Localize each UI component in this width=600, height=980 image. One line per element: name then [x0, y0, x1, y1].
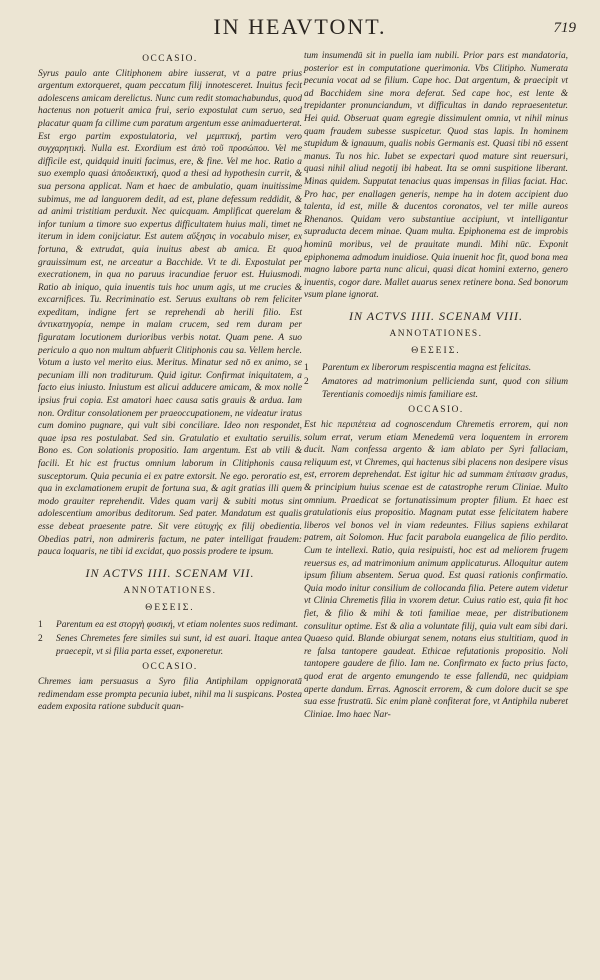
page-number: 719: [553, 20, 576, 36]
act-scene-heading: IN ACTVS IIII. SCENAM VIII.: [348, 308, 524, 323]
note-text: Parentum ex liberorum respiscentia magna est felicitas.: [322, 362, 532, 373]
commentary-paragraph: Est hic περιπέτεια ad cognoscendum Chremetis errorem, qui non solum errat, verum etiam Menedemū vera loquentem in errorem ducit. Nam confessa argento & iam ablato per Syri fallaciam, reliquum est, vt Chremes, qui hactenus sibi placens non desipere visus est, errorem deprehendat. Est igitur hic ad summam ἐπίτασιν gradus, & principium huius scenae est de catastrophe rerum Cliniae. Multo omnium. Praedicat se fortunatissimum propter filium. Et haec est gratulationis eius propositio. Magnam putat esse felicitatem habere liberos vel bonos vel in viam redeuntes. Filius sapiens exhilarat patrem, ait Solomon. Huc facit parabola euangelica de filio perdito. Cum te intellexi. Ratio, quia resipuisti, hoc est ad meliorem frugem reuersus es, ad matrimonium animum applicaturus. Alloquitur autem ipsum filium absentem. Serua quod. Est quasi rationis confirmatio. Quia modo initur consilium de collocanda filia. Petere autem videtur vt Clinia Chremetis filia in vxorem detur. Cuius ratio est, quia fit hoc fiet, & filio & mihi & toti familiae meae, per distributionem consulitur optime. Est & alia a voluntate filij, quia vult eam sibi dari. Quaeso quid. Blande obiurgat senem, notans eius stultitiam, quod in re falsa tantopere gaudeat. Ethicae refutationis propositio. Noli tantopere gaudere de filio. Iam ne. Confirmato ex facto prius facto, quod erat de argento emungendo te esse fallendū, nec quidpiam aperte dandum. Erras. Agnoscit errorem, & cum dolore ducit se spe sua esse frustratū. Sic enim planè confiterat fore, vt Antiphila nuberet Cliniae. Imo haec Nar-: [304, 420, 568, 720]
commentary-paragraph: Chremes iam persuasus a Syro filia Antiphilam oppignoratā redimendam esse prompta pecunia iubet, nihil ma li suspicans. Postea eadem exposita ratione subducit quan-: [38, 676, 302, 713]
theseis-heading: ΘΕΣΕΙΣ.: [411, 345, 461, 357]
note-text: Amatores ad matrimonium pellicienda sunt, quod con silium Terentianis comoedijs nimis familiare est.: [322, 377, 568, 400]
left-column: [38, 50, 302, 714]
right-column: [304, 50, 568, 721]
note-number: 1: [38, 619, 43, 630]
speaker-heading: OCCASIO.: [142, 662, 198, 673]
commentary-paragraph: tum insumendū sit in puella iam nubili. Prior pars est mandatoria, posterior est in computatione querimonia. Vbs Clitipho. Numerata pecunia vocat ad se filium. Cape hoc. Dat argentum, & praecipit vt ad Bacchidem sine mora deferat. Sed cape hoc, est lente & trepidanter pronunciandum, vt difficultas in dando repraesentetur. Hei quid. Obseruat quam egregie dissimulent omnia, vt nihil minus quam fraudem subesse suspicetur. Quod stas lapis. In hominem stupidum & ignauum, qualis nobis Germanis est. Quasi tibi nō essent manus. Tu nos hic. Iubet se expectari quod mature sint reuersuri, quasi nihil aliud negotij ibi habeat. Ita se omni suspitione liberant. Minas quidem. Supputat tenacius quas impensas in filias faciat. Hac. Pro hac, per enallagen generis, nempe ha in dotem accipient duo talenta, id est, mille & ducentos coronatos, vel ter mille aureos Rhenanos. Quidam vero substantiue accipiunt, vt intelligantur supraducta decem minae. Quam multa. Epiphonema est de improbis hominū moribus, vel de prauitate mundi. Mihi nūc. Exponit epiphonema admodum inuidiose. Quia inuenit hoc fit, quod bona mea magno labore parta nunc alicui, quasi dicat homini externo, genero inuentis, cogor dare. Mallet auarus senex retinere bona. Sed bonorum vsum plane ignorat.: [304, 51, 568, 301]
note-text: Senes Chremetes fere similes sui sunt, id est auari. Itaque antea praecepit, vt si filia parta esset, exponeretur.: [56, 634, 302, 657]
note-number: 1: [304, 362, 309, 373]
note-number: 2: [38, 634, 43, 645]
act-scene-heading: IN ACTVS IIII. SCENAM VII.: [85, 565, 255, 580]
annotations-heading: ANNOTATIONES.: [389, 329, 483, 340]
speaker-heading: OCCASIO.: [408, 405, 464, 416]
commentary-paragraph: Syrus paulo ante Clitiphonem abire iusserat, vt a patre prius argentum extorqueret, quam peccatum filij innotesceret. Inuitus fecit adolescens amicam derelictus. Nunc cum redit stomachabundus, quod hactenus non potuerit amica frui, serio expostulat cum seruo, sed placatur quam fa cillime cum paratum argentum esse animaduerterat. Est ergo partim expostulatoria, vel μεμπτική, partim vero συγχαρητική. Nulla est. Exordium est ἀπὸ τοῦ προσώπου. Vel me difficile est, quidquid inuiti facimus, ere, & fine. Vel me hoc. Ratio a suo exemplo quasi ἀποδεικτική, quod a thesi ad hypothesin currit, & sua persona applicat. Nam et haec de ambulatio, quam inuitissime subimus, me ad languorem dedit, ad est, plane defessum reddidit, & ad animi tristitiam perduxit. Nec quicquam. Amplificat querelam & infor tunium a timore suo expertus difficultatem huius mali, timet ne iterum in idem conijciatur. Est autem αὔξησις in vocabulo miser, ex fortuna, & extrudat, quia inuitus abest ab amica. Et quod grauissimum est, ne arceatur a Bacchide. Vt te di. Expostulat per execrationem, in qua no paruus iracundiae feruor est. Huiusmodi. Ratio ab iniquo, quia inuentis tuis hoc unum agis, ut me crucies & excarnifices. Tu. Recriminatio est. Seruus exultans ob rem feliciter expeditam, indigne fert se reprehendi ab herili filio. Est ἀντικατηγορία, nempe in malam crucem, sed rem duram per figuratam locutionem durioribus verbis notat. Quam pene. A suo periculo a quo non multum abfuerit Clitiphonis cau sa. Vellem hercle. Votum a iusto vel merito eius. Meritus. Minatur sed nō ex animo, se pecuniam illi non traditurum. Quid igitur. Confirmat iniquitatem, a facto eius iniusto. Iniustum est alicui adducere amicam, & mox nolle ipsius frui copia. Est amatori haec causa satis grauis & ardua. Iam non. Orditur consolationem per praeoccupationem, ne videatur iratus cum domino pugnare, qui vult sibi conciliare. Ideo non respondet, quae ipsa res postulabat. Sed sin. Gratulatio et exultatio seruilis. Bono es. Con solationis propositio. Iam argentum. Est ab vtili & facili. Et hic est fructus omnium laborum in Clitiphonis causa susceptorum. Quia pecunia ei ex patre extorsit. Ne ego. peroratio est, qua in exclamationem erupit de fortuna sua, & agit gratias illi quem modo grauiter reprehendit. Vides quam varij & subiti motus sint adolescentium amoribus deditorum. Sed pater. Mandatum est qualis esse debeat praesente patre. Sit vere εὐτυχής ex filij obedientia. Obedias patri, non admireris factum, ne pater intelligat fraudem: pauca loquaris, ne tibi id excidat, quo possis prodere te ipsum.: [38, 68, 302, 558]
annotation-note: [38, 619, 302, 632]
annotation-note: [38, 633, 302, 658]
annotation-note: [304, 362, 568, 375]
annotation-note: [304, 376, 568, 401]
note-number: 2: [304, 377, 309, 388]
theseis-heading: ΘΕΣΕΙΣ.: [145, 601, 195, 613]
running-title: IN HEAVTONT.: [213, 14, 387, 39]
note-text: Parentum ea est στοργὴ φυσική, vt etiam nolentes suos redimant.: [56, 619, 299, 630]
annotations-heading: ANNOTATIONES.: [123, 586, 217, 597]
speaker-heading: OCCASIO.: [142, 54, 198, 64]
